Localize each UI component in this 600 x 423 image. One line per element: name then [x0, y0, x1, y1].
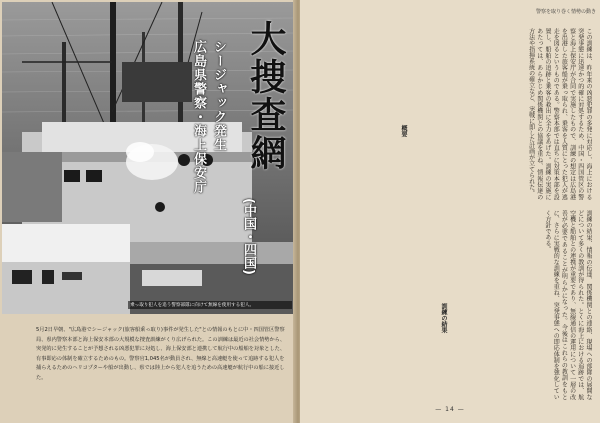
section-heading-results: 訓練の結果	[440, 303, 447, 333]
subtitle-line-1: シージャック発生	[211, 40, 226, 152]
section-heading-overview: 概要	[400, 125, 407, 137]
running-header: 警察を取り巻く情勢の動き	[535, 9, 596, 15]
headline: 大捜査網	[245, 20, 287, 172]
subtitle-line-2: 広島県警察・海上保安庁	[191, 40, 206, 194]
intro-paragraph: 5月2日早朝、"広島港でシージャック(旅客船乗っ取り)事件が発生した"との情報のもとに中・四国管区警察局、県内警察本部と海上保安本部の大規模な捜査訓練がくり広げられた。この訓練は最近の社会情勢から、突発的に発生することが予想される凶悪犯罪に対処し、海上保安部と連携して航行中の船舶を対象とした、有事即応の体制を確立するためのもの。警察官1,045名が動員され、無線と高速艇を使って追跡する犯人を捕らえるためのヘリコプターや船が出動し、県では陸上から犯人を追うための高速艇が航行中の船に接近した。	[36, 327, 286, 381]
body-text-lower: 訓練の結果、情報の伝達、関係機関との連絡、現場への部隊の展開などについて多くの教訓が得られた。とくに海上における追跡では、航空機と船舶との連携が重要であり、無線通信の運用について一層の改善が必要であることが明らかになった。今後はこれらの教訓をもとに、さらに実戦的な訓練を重ね、突発事態への即応体制を強化していく方針である。	[543, 210, 592, 400]
page-number: — 14 —	[435, 406, 465, 413]
body-text-upper: この訓練は、昨年来の凶悪犯罪の多発に対応し、海上における突発事態に迅速かつ的確に対処するため、中国・四国管区の警察と海上保安庁が合同で実施したもので、訓練の想定は広島港を出港した旅客船が乗っ取られ、乗客を人質にとった犯人が逃走を図るというものである。警察本部では直ちに対策本部を設置し、船舶の追跡と乗客の救出に全力をあげた。訓練の実施にあたっては、あらかじめ関係機関との協議を重ね、情報伝達の方法や指揮系統の確立など、実戦に即した計画が立てられた。	[527, 28, 592, 200]
subtitle-line-3: (中国・四国)	[241, 198, 256, 275]
photo-caption: 乗っ取り犯人を追う警察部隊に向けて無線を使用する犯人。	[128, 301, 292, 309]
left-page	[0, 0, 296, 423]
